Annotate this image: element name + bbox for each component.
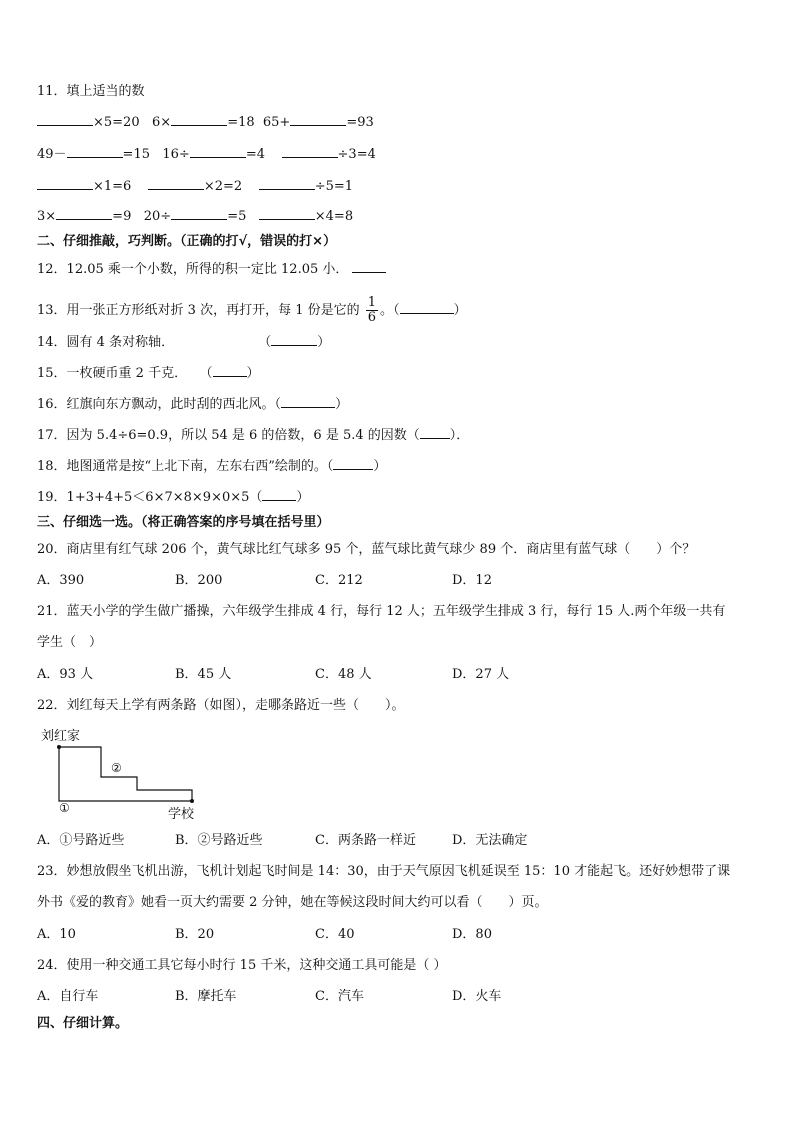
q24-option-c[interactable]: C．汽车 (315, 989, 364, 1004)
q21-line-1: 21．蓝天小学的学生做广播操，六年级学生排成 4 行，每行 12 人；五年级学生排成 3 行，每行 15 人.两个年级一共有 (37, 604, 726, 619)
q19 (37, 488, 309, 507)
q21-line-2: 学生（ ） (37, 635, 103, 650)
q11-row-4 (37, 207, 353, 226)
answer-blank[interactable] (290, 113, 346, 126)
q22-option-b[interactable]: B．②号路近些 (175, 833, 263, 848)
q16 (37, 395, 348, 414)
q23-option-a[interactable]: A．10 (37, 927, 76, 942)
answer-blank[interactable] (171, 113, 227, 126)
q15-text: 15．一枚硬币重 2 千克． (37, 366, 188, 381)
paren-open: （ (274, 397, 282, 412)
home-label: 刘红家 (41, 729, 81, 744)
q11-text: =9 (112, 209, 132, 224)
q16-text: 16．红旗向东方飘动，此时刮的西北风。 (37, 397, 275, 412)
answer-blank[interactable] (37, 113, 93, 126)
q11-text: ×2=2 (203, 179, 243, 194)
q14 (37, 333, 330, 352)
q18 (37, 457, 386, 476)
q17-end: ． (456, 428, 470, 443)
q24-text: 24．使用一种交通工具它每小时行 15 千米，这种交通工具可能是（ ） (37, 958, 447, 973)
q11-text: ×1=6 (93, 179, 132, 194)
q24-option-a[interactable]: A．自行车 (37, 989, 99, 1004)
q22-option-d[interactable]: D．无法确定 (452, 833, 528, 848)
answer-blank[interactable] (148, 177, 204, 190)
q11-text: ×5=20 (93, 115, 140, 130)
answer-blank[interactable] (67, 145, 123, 158)
q11-text: 65+ (262, 115, 291, 130)
q11-row-3 (37, 177, 353, 196)
q21-option-b[interactable]: B．45 人 (175, 667, 232, 682)
q21-option-c[interactable]: C．48 人 (315, 667, 372, 682)
answer-blank[interactable] (213, 364, 247, 377)
answer-blank[interactable] (271, 333, 317, 346)
q22-option-c[interactable]: C．两条路一样近 (315, 833, 416, 848)
q11-title: 11．填上适当的数 (37, 84, 145, 99)
paren-close: ） (453, 303, 467, 318)
answer-blank[interactable] (171, 207, 227, 220)
q20-option-c[interactable]: C．212 (315, 573, 363, 588)
answer-blank[interactable] (333, 457, 373, 470)
paren-open: （ (326, 459, 334, 474)
q11-text: 3× (37, 209, 57, 224)
q11-text: =93 (346, 115, 374, 130)
route-diagram (37, 725, 217, 825)
paren-close: ） (246, 366, 260, 381)
paren-close: ） (317, 335, 331, 350)
paren-close: ） (296, 490, 310, 505)
route-1-line (59, 747, 192, 801)
q21-option-d[interactable]: D．27 人 (452, 667, 510, 682)
answer-blank[interactable] (420, 426, 450, 439)
section-heading-2: 二、仔细推敲，巧判断。（正确的打√，错误的打×） (37, 234, 337, 249)
q13-text: 13．用一张正方形纸对折 3 次，再打开，每 1 份是它的 (37, 303, 360, 318)
q20-option-a[interactable]: A．390 (37, 573, 85, 588)
q11-text: 49－ (37, 147, 67, 162)
paren-close: ） (449, 428, 457, 443)
q20-option-d[interactable]: D．12 (452, 573, 492, 588)
answer-blank[interactable] (259, 207, 315, 220)
paren-close: ） (373, 459, 387, 474)
q17 (37, 426, 469, 445)
fraction (366, 296, 378, 325)
q11-text: =4 (245, 147, 265, 162)
q11-text: 16÷ (162, 147, 190, 162)
q14-text: 14．圆有 4 条对称轴． (37, 335, 175, 350)
route-1-label: ① (59, 801, 70, 815)
fraction-denominator: 6 (367, 310, 377, 325)
answer-blank[interactable] (400, 301, 454, 314)
q22-text: 22．刘红每天上学有两条路（如图），走哪条路近一些（ ）。 (37, 698, 405, 713)
fraction-numerator: 1 (367, 295, 377, 310)
q24-option-b[interactable]: B．摩托车 (175, 989, 237, 1004)
q19-text: 19．1+3+4+5＜6×7×8×9×0×5 (37, 490, 250, 505)
q23-line-1: 23．妙想放假坐飞机出游，飞机计划起飞时间是 14：30，由于天气原因飞机延误至 15：10 才能起飞。还好妙想带了课 (37, 864, 731, 879)
q20-text: 20．商店里有红气球 206 个，黄气球比红气球多 95 个，蓝气球比黄气球少 89 个．商店里有蓝气球（ ）个？ (37, 542, 696, 557)
section-heading-4: 四、仔细计算。 (37, 1016, 129, 1031)
q11-text: 20÷ (143, 209, 172, 224)
q11-row-2 (37, 145, 376, 164)
paren-open: （ (199, 366, 213, 381)
q11-text: ÷5=1 (314, 179, 354, 194)
answer-blank[interactable] (352, 260, 386, 273)
route-2-line (59, 747, 192, 801)
answer-blank[interactable] (259, 177, 315, 190)
q12 (37, 260, 386, 279)
answer-blank[interactable] (262, 488, 296, 501)
q23-option-c[interactable]: C．40 (315, 927, 355, 942)
answer-blank[interactable] (281, 395, 335, 408)
q23-option-d[interactable]: D．80 (452, 927, 492, 942)
q11-text: 6× (152, 115, 172, 130)
route-2-label: ② (111, 761, 122, 775)
q18-text: 18．地图通常是按“上北下南，左东右西”绘制的。 (37, 459, 327, 474)
q11-text: =15 (122, 147, 150, 162)
q15 (37, 364, 260, 383)
q17-text: 17．因为 5.4÷6=0.9，所以 54 是 6 的倍数，6 是 5.4 的因数 (37, 428, 407, 443)
answer-blank[interactable] (190, 145, 246, 158)
q21-option-a[interactable]: A．93 人 (37, 667, 94, 682)
paren-open: （ (258, 335, 272, 350)
q13 (37, 296, 467, 325)
q24-option-d[interactable]: D．火车 (452, 989, 502, 1004)
answer-blank[interactable] (37, 177, 93, 190)
q22-option-a[interactable]: A．①号路近些 (37, 833, 125, 848)
section-heading-3: 三、仔细选一选。（将正确答案的序号填在括号里） (37, 515, 330, 530)
q13-after: 。 (380, 303, 394, 318)
q12-text: 12．12.05 乘一个小数，所得的积一定比 12.05 小． (37, 262, 349, 277)
q11-text: =18 (227, 115, 255, 130)
answer-blank[interactable] (282, 145, 338, 158)
q11-text: =5 (227, 209, 247, 224)
paren-open: （ (406, 428, 420, 443)
q23-line-2: 外书《爱的教育》她看一页大约需要 2 分钟，她在等候这段时间大约可以看（ ）页。 (37, 895, 548, 910)
school-label: 学校 (168, 807, 195, 822)
q11-text: ×4=8 (314, 209, 354, 224)
q11-row-1 (37, 113, 374, 132)
answer-blank[interactable] (56, 207, 112, 220)
q20-option-b[interactable]: B．200 (175, 573, 223, 588)
paren-open: （ (393, 303, 400, 318)
paren-close: ） (335, 397, 349, 412)
paren-open: （ (249, 490, 263, 505)
q11-text: ÷3=4 (337, 147, 376, 162)
q23-option-b[interactable]: B．20 (175, 927, 215, 942)
